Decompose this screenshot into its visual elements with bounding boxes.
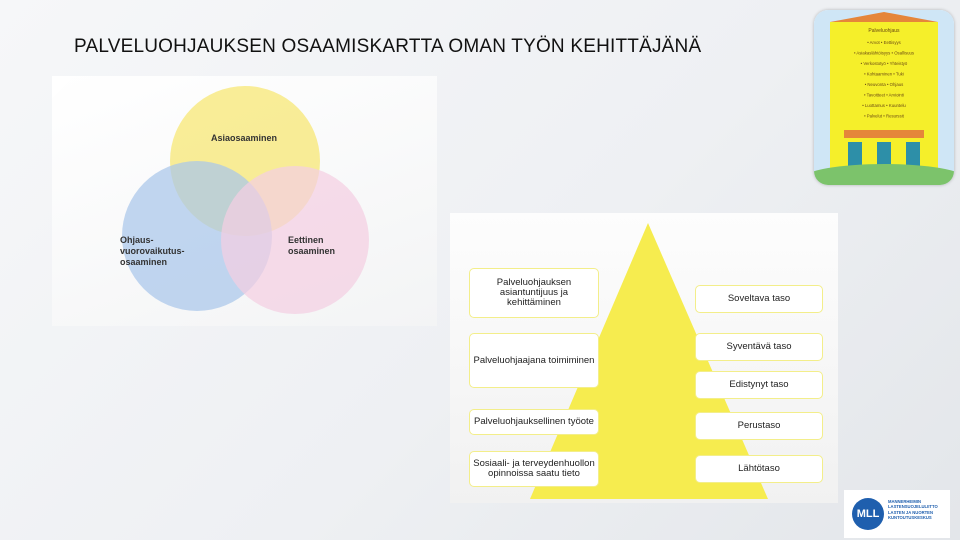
- competency-box-4: [469, 451, 599, 487]
- poster-line-4: • Kohtaaminen • Tuki: [864, 71, 904, 77]
- level-box-soveltava: [695, 285, 823, 313]
- poster-line-8: • Palvelut • Resurssit: [864, 113, 904, 119]
- venn-label-left-3: osaaminen: [120, 257, 168, 267]
- mll-logo-line-3: LASTEN JA NUORTEN: [888, 509, 933, 515]
- level-box-edistynyt: [695, 371, 823, 399]
- poster-line-3: • Verkostotyö • Yhteistyö: [860, 61, 908, 66]
- level-label-edistynyt: Edistynyt taso: [729, 379, 789, 390]
- mll-logo-line-1: MANNERHEIMIN: [888, 499, 922, 504]
- venn-label-left-1: Ohjaus-: [120, 235, 154, 245]
- level-box-syventava: [695, 333, 823, 361]
- poster-awning: [844, 130, 924, 138]
- poster-line-5: • Neuvonta • Ohjaus: [864, 82, 904, 87]
- competency-box-1: [469, 268, 599, 318]
- competency-2-label: Palveluohjaajana toimiminen: [473, 354, 595, 366]
- mll-logo-text: [888, 499, 948, 521]
- competency-box-3: [469, 409, 599, 435]
- competency-1-line-3: kehittäminen: [507, 297, 561, 308]
- poster-door-3: [906, 142, 920, 166]
- level-box-lahtotaso: [695, 455, 823, 483]
- level-label-perustaso: Perustaso: [737, 420, 781, 431]
- poster-line-7: • Luottamus • Kuuntelu: [862, 103, 906, 108]
- level-label-lahtotaso: Lähtötaso: [738, 463, 780, 474]
- level-label-soveltava: Soveltava taso: [727, 293, 791, 304]
- competency-box-2: [469, 333, 599, 388]
- competency-4-line-2: opinnoissa saatu tieto: [488, 468, 580, 479]
- mll-logo-mark: MLL: [852, 498, 884, 530]
- poster-grass: [814, 164, 954, 185]
- venn-label-right-1: Eettinen: [288, 235, 324, 245]
- poster-line-6: • Tavoitteet • Arviointi: [864, 92, 904, 98]
- level-label-syventava: Syventävä taso: [726, 341, 792, 352]
- slide-title: PALVELUOHJAUKSEN OSAAMISKARTTA OMAN TYÖN KEHITTÄJÄNÄ: [74, 36, 702, 57]
- venn-label-left-2: vuorovaikutus-: [120, 246, 185, 256]
- poster-door-2: [877, 142, 891, 166]
- competency-1-line-1: Palveluohjauksen: [496, 277, 572, 288]
- venn-label-top: Asiaosaaminen: [210, 133, 278, 143]
- poster-image: [814, 10, 954, 185]
- poster-door-1: [848, 142, 862, 166]
- mll-logo-line-2: LASTENSUOJELULIITTO: [888, 504, 938, 510]
- poster-line-2: • Asiakaslähtöisyys • Osallisuus: [853, 50, 915, 56]
- mll-logo-line-4: KUNTOUTUSKESKUS: [888, 515, 932, 521]
- competency-4-line-1: Sosiaali- ja terveydenhuollon: [473, 458, 595, 469]
- level-box-perustaso: [695, 412, 823, 440]
- competency-1-line-2: asiantuntijuus ja: [499, 287, 569, 298]
- competency-3-label: Palveluohjauksellinen työote: [474, 416, 594, 427]
- poster-line-1: • Arvot • Eettisyys: [867, 40, 901, 45]
- mll-logo: [844, 490, 950, 538]
- competency-pyramid: [450, 213, 838, 503]
- venn-label-right-2: osaaminen: [288, 246, 336, 256]
- poster-header: Palveluohjaus: [868, 28, 900, 34]
- venn-diagram: [52, 76, 437, 326]
